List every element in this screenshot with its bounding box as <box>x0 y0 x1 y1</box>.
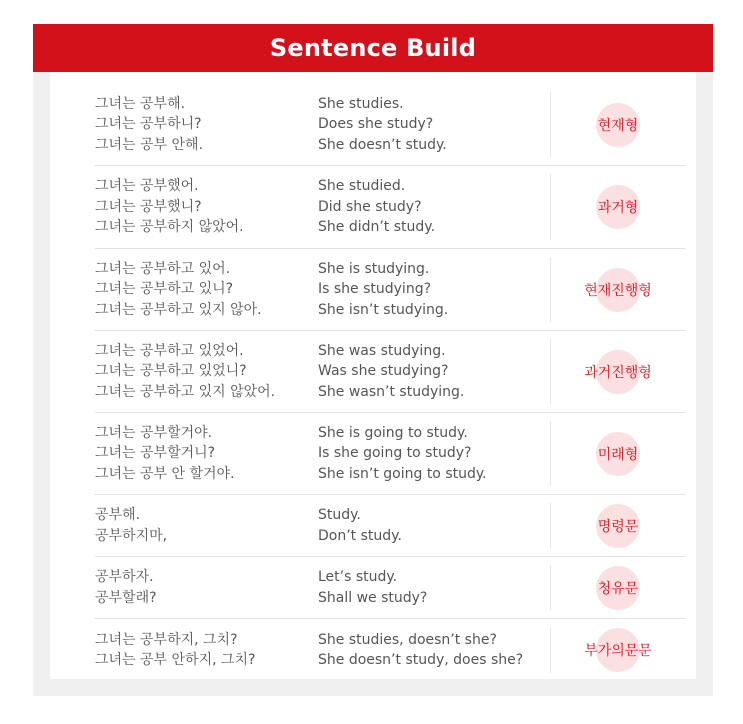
english-sentence: She didn’t study. <box>318 219 436 236</box>
sentence-build-card <box>33 24 713 696</box>
tense-tag <box>551 578 685 598</box>
sentence-table <box>95 84 685 681</box>
english-sentence: Is she going to study? <box>318 445 472 462</box>
korean-sentence: 그녀는 공부하고 있어. <box>95 260 231 277</box>
english-sentence: She was studying. <box>318 342 446 359</box>
korean-sentences <box>95 176 318 238</box>
korean-sentence: 그녀는 공부 안해. <box>95 136 204 153</box>
english-sentence: She doesn’t study, does she? <box>318 652 524 668</box>
english-sentence: Does she study? <box>318 116 434 133</box>
page-title: Sentence Build <box>269 34 477 62</box>
korean-sentence: 그녀는 공부 안하지, 그치? <box>95 652 256 668</box>
korean-sentence: 그녀는 공부했니? <box>95 198 202 215</box>
tense-tag <box>551 516 685 536</box>
header-bar <box>33 24 713 72</box>
korean-sentence: 그녀는 공부하니? <box>95 116 202 133</box>
english-sentences <box>318 505 550 546</box>
english-sentence: She is studying. <box>318 260 430 277</box>
english-sentence: Study. <box>318 507 361 523</box>
tense-label: 과거형 <box>597 200 639 216</box>
tense-tag <box>551 444 685 464</box>
english-sentence: She isn’t going to study. <box>318 465 487 482</box>
table-row <box>95 495 685 557</box>
english-sentences <box>318 341 550 403</box>
korean-sentence: 그녀는 공부할거야. <box>95 424 213 441</box>
korean-sentence: 그녀는 공부하고 있었니? <box>95 363 247 380</box>
korean-sentence: 공부하지마, <box>95 527 168 544</box>
table-row <box>95 84 685 166</box>
korean-sentences <box>95 94 318 156</box>
tense-label: 미래형 <box>597 446 639 463</box>
english-sentence: She wasn’t studying. <box>318 383 465 400</box>
english-sentence: She is going to study. <box>318 424 468 441</box>
tense-tag <box>551 640 685 660</box>
english-sentence: She studies. <box>318 95 404 112</box>
table-row <box>95 249 685 331</box>
english-sentences <box>318 94 550 156</box>
tense-tag <box>551 280 685 300</box>
korean-sentences <box>95 341 318 403</box>
tense-label: 명령문 <box>597 518 639 535</box>
english-sentences <box>318 630 550 671</box>
tense-tag <box>551 197 685 217</box>
english-sentence: She doesn’t study. <box>318 136 447 153</box>
korean-sentences <box>95 567 318 608</box>
english-sentence: She isn’t studying. <box>318 301 449 318</box>
table-row <box>95 619 685 681</box>
tense-tag <box>551 115 685 135</box>
korean-sentence: 그녀는 공부하고 있지 않아. <box>95 301 262 318</box>
korean-sentence: 그녀는 공부 안 할거야. <box>95 465 235 482</box>
english-sentence: Was she studying? <box>318 363 449 380</box>
english-sentence: She studies, doesn’t she? <box>318 631 497 648</box>
english-sentences <box>318 567 550 608</box>
table-row <box>95 331 685 413</box>
tense-label: 현재형 <box>597 117 639 134</box>
tense-label: 청유문 <box>597 580 639 597</box>
tense-label: 현재진행형 <box>584 282 652 299</box>
korean-sentence: 그녀는 공부하지 않았어. <box>95 219 244 236</box>
english-sentence: Shall we study? <box>318 589 428 606</box>
english-sentences <box>318 259 550 321</box>
english-sentence: Don’t study. <box>318 527 402 544</box>
table-row <box>95 557 685 619</box>
english-sentences <box>318 176 550 238</box>
english-sentence: She studied. <box>318 178 406 195</box>
korean-sentence: 그녀는 공부했어. <box>95 178 199 195</box>
tense-tag <box>551 362 685 382</box>
tense-label: 부가의문문 <box>584 643 652 659</box>
tense-label: 과거진행형 <box>584 364 652 381</box>
table-row <box>95 413 685 495</box>
korean-sentence: 그녀는 공부해. <box>95 95 186 112</box>
korean-sentence: 공부해. <box>95 507 141 523</box>
korean-sentence: 그녀는 공부하고 있었어. <box>95 342 244 359</box>
content-panel <box>50 72 696 679</box>
korean-sentence: 공부하자. <box>95 569 154 585</box>
korean-sentences <box>95 505 318 546</box>
english-sentences <box>318 423 550 485</box>
korean-sentence: 그녀는 공부하고 있니? <box>95 281 234 298</box>
korean-sentences <box>95 259 318 321</box>
korean-sentence: 그녀는 공부하고 있지 않았어. <box>95 383 276 400</box>
korean-sentence: 공부할래? <box>95 589 157 606</box>
english-sentence: Let’s study. <box>318 569 398 585</box>
english-sentence: Is she studying? <box>318 281 432 298</box>
table-row <box>95 166 685 249</box>
english-sentence: Did she study? <box>318 198 422 215</box>
korean-sentence: 그녀는 공부할거니? <box>95 445 216 462</box>
korean-sentence: 그녀는 공부하지, 그치? <box>95 631 238 648</box>
korean-sentences <box>95 423 318 485</box>
korean-sentences <box>95 630 318 671</box>
